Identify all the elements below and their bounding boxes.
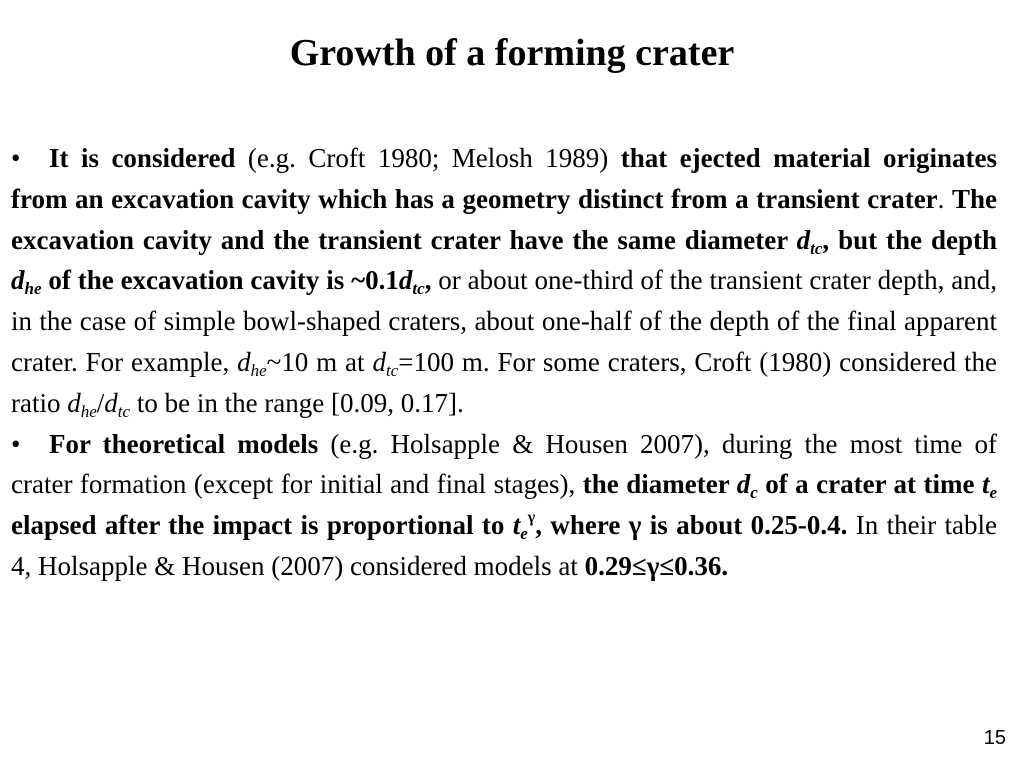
math-subscript: he [80,401,97,421]
bullet-symbol: • [11,143,21,173]
text-run: elapsed after the impact is proportional to [11,510,513,541]
text-run: The excavation cavity and the transient crater have the same diameter [11,183,998,255]
text-run: (e.g. Holsapple & Housen 2007), during the most time of crater formation (except for initial and final stages), [11,428,997,500]
text-run: (e.g. Croft 1980; Melosh 1989) [235,143,621,173]
math-variable: d [11,265,25,296]
bullet-paragraph-2 [11,424,997,587]
math-subscript: he [250,360,267,380]
text-run: , [424,265,432,296]
text-run: that ejected material originates from an excavation cavity which has a geometry distinct from a transient crater [11,143,997,214]
text-run: of the excavation cavity is ~0.1 [41,265,399,296]
math-subscript: tc [117,401,131,421]
page-number: 15 [983,727,1006,749]
math-subscript: tc [385,360,399,380]
math-subscript: e [520,524,528,544]
bullet-symbol: • [11,428,21,459]
text-run: It is considered [49,143,236,173]
math-variable: d [372,346,386,377]
text-run: to be in the range [0.09, 0.17]. [130,387,464,418]
math-subscript: tc [412,279,425,299]
text-run: or about one-third of the transient crater depth, and, in the case of simple bowl-shaped craters, about one-half of the depth of the final apparent crater. For example, [11,265,997,377]
math-variable: t [981,469,990,500]
math-subscript: tc [810,238,823,258]
math-subscript: c [750,483,758,503]
math-variable: d [104,387,118,418]
math-superscript: γ [527,509,536,527]
math-variable: d [736,469,751,500]
math-operator: / [96,387,105,418]
slide-title: Growth of a forming crater [289,32,735,74]
text-run: . [937,183,952,214]
text-run: For theoretical models [49,428,319,459]
text-run: 0.29≤γ≤0.36. [584,550,729,581]
text-run: ~10 m at [266,346,373,377]
text-run: the diameter [582,469,737,500]
math-variable: d [398,265,413,296]
math-variable: t [512,510,521,541]
bullet-paragraph-1 [11,138,997,424]
text-run: , where γ is about 0.25-0.4. [535,510,848,541]
text-run: In their table 4, Holsapple & Housen (2007) considered models at [11,510,997,581]
math-variable: d [237,346,251,377]
text-run: =100 m. For some craters, Croft (1980) considered the ratio [11,346,997,418]
text-run: , but the depth [822,224,997,255]
math-variable: d [67,387,81,418]
text-run: of a crater at time [757,469,982,500]
math-variable: d [796,224,811,255]
slide-body [11,138,997,587]
math-subscript: he [24,279,42,299]
math-subscript: e [989,483,998,503]
